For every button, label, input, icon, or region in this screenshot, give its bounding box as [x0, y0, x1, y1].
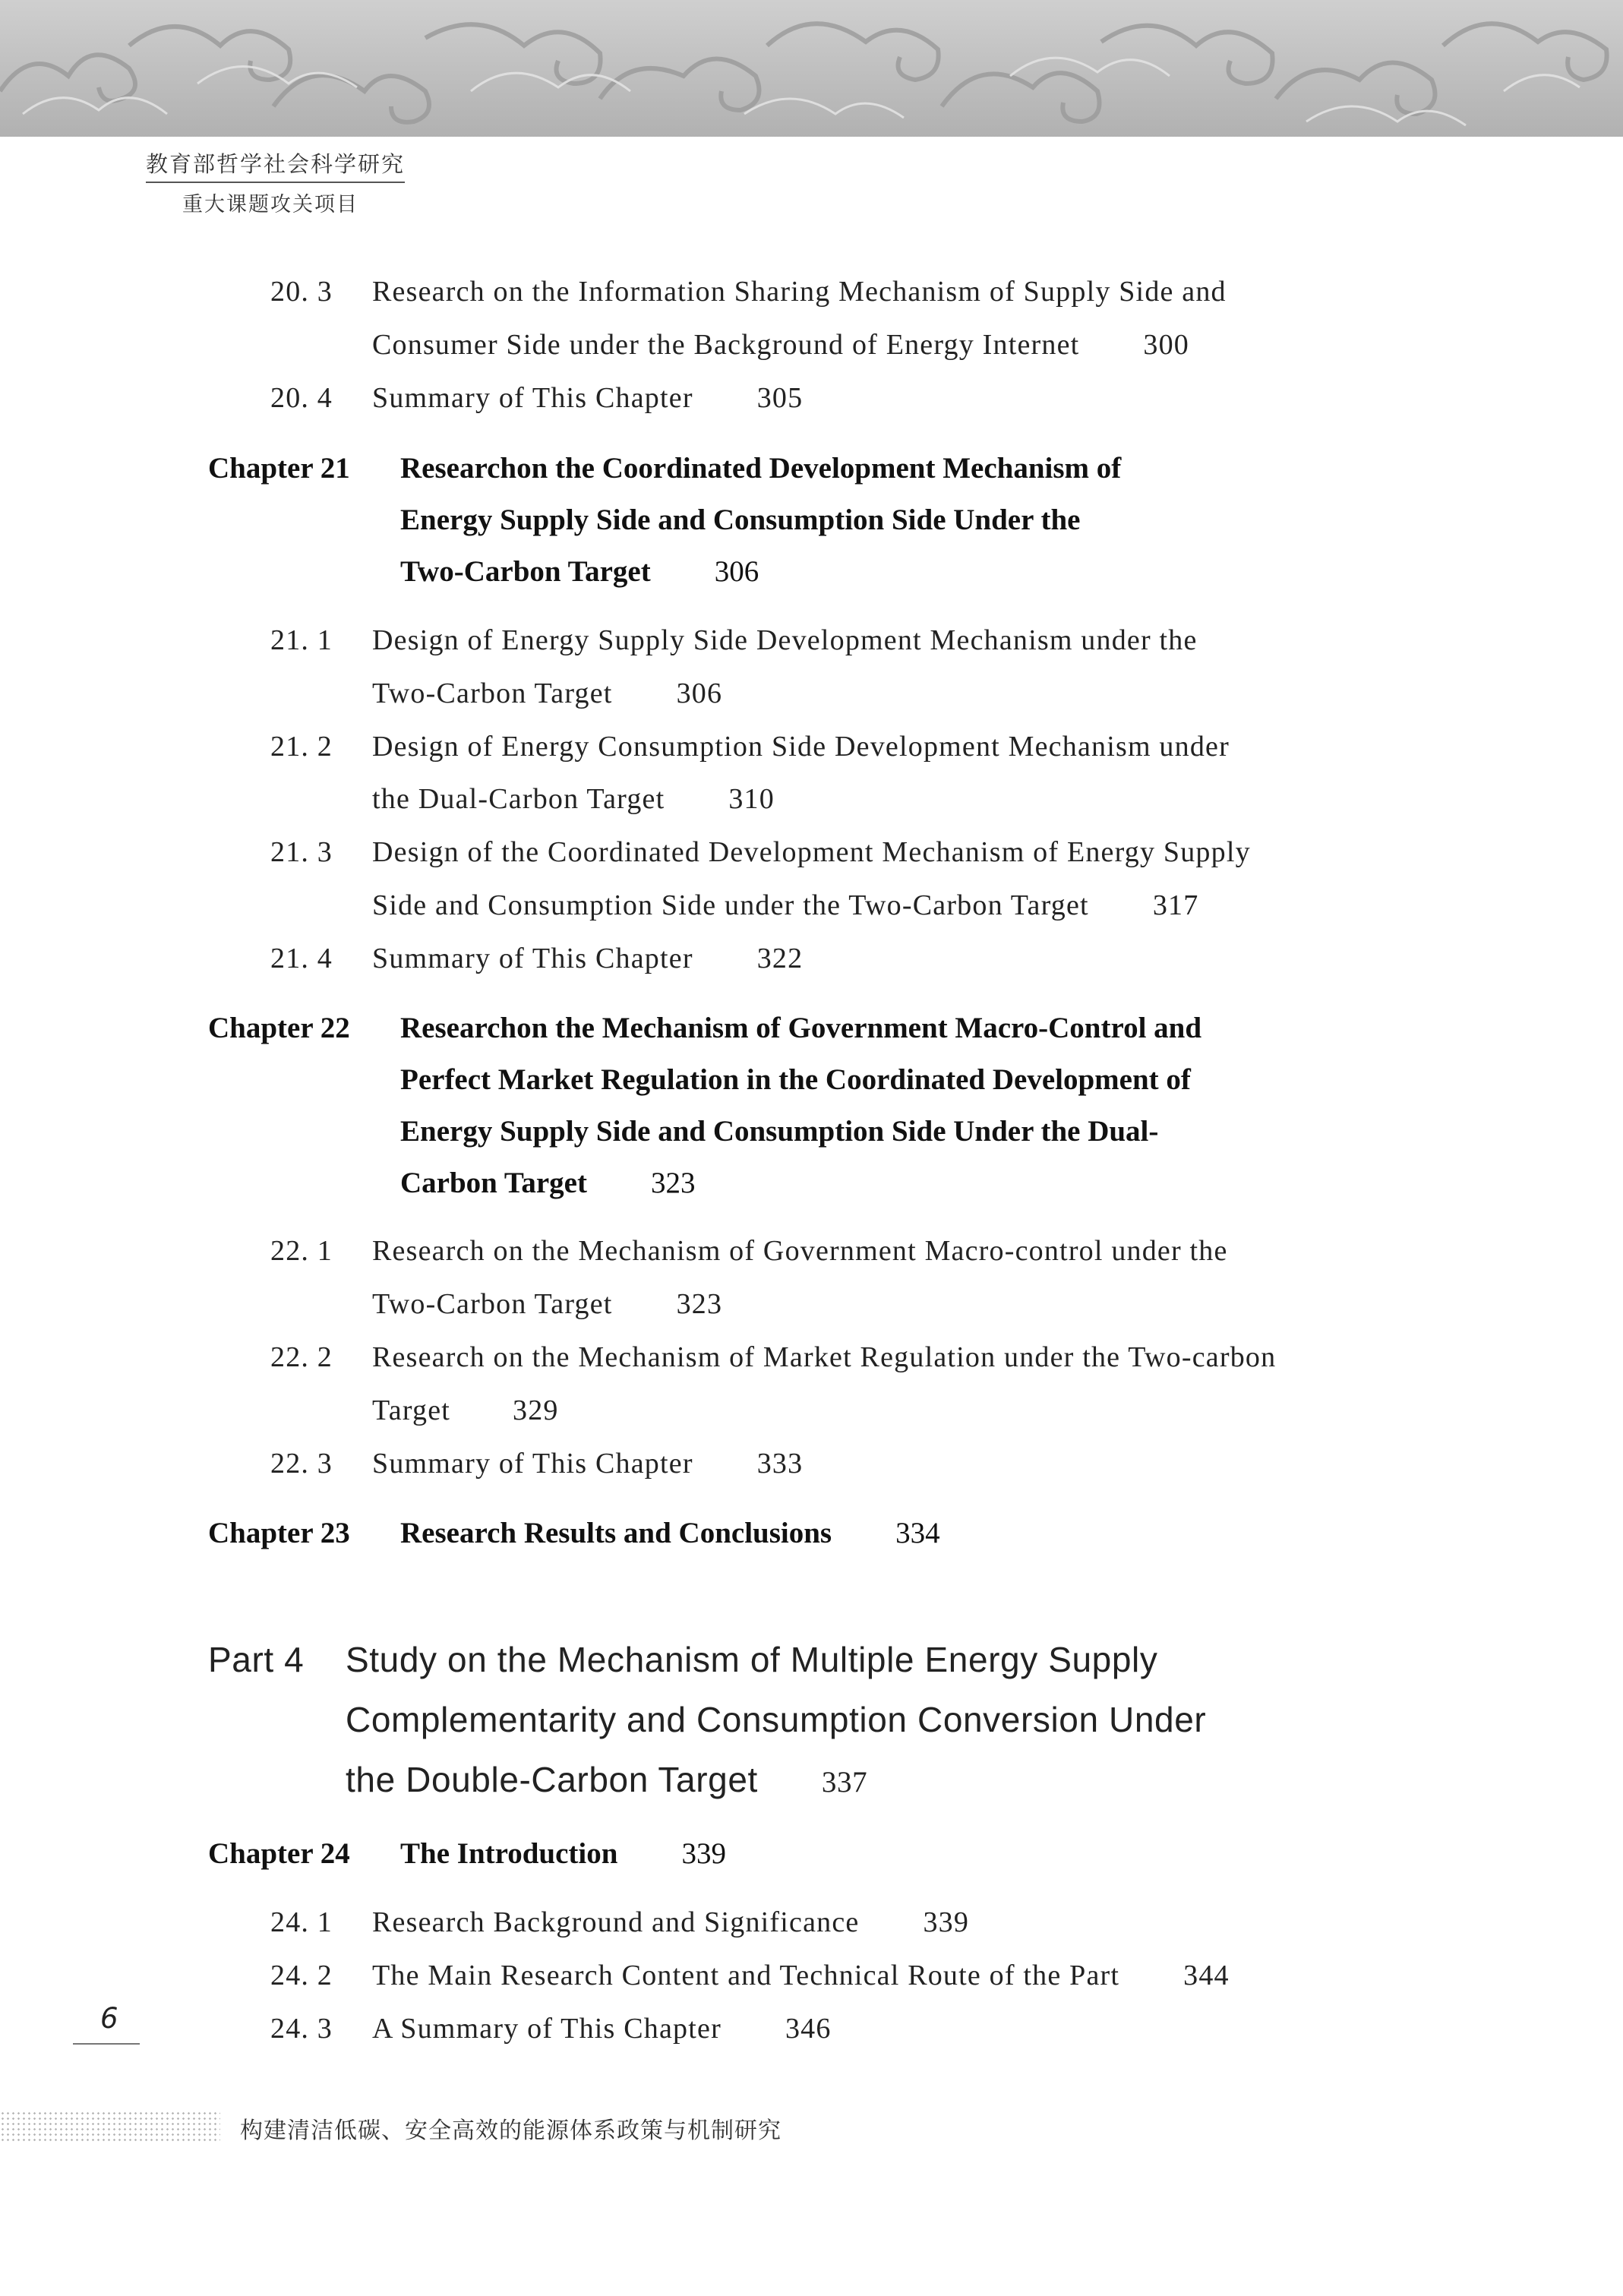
- section-title: Summary of This Chapter: [372, 1448, 693, 1480]
- chapter-title: Research Results and Conclusions: [400, 1517, 832, 1549]
- toc-entry-21-4[interactable]: [372, 942, 803, 975]
- page-number: 346: [785, 2013, 832, 2045]
- section-title: Research Background and Significance: [372, 1906, 860, 1938]
- page-number: 300: [1143, 329, 1190, 361]
- toc-entry-24-2-number: 24. 2: [270, 1960, 333, 1991]
- chapter-22-title-line1[interactable]: Researchon the Mechanism of Government Macro-Control and: [400, 1012, 1202, 1044]
- chapter-21-title-line1[interactable]: Researchon the Coordinated Development Mechanism of: [400, 452, 1122, 485]
- section-title: Two-Carbon Target: [372, 1288, 613, 1320]
- toc-entry-20-3-title-line1: Research on the Information Sharing Mechanism of Supply Side and: [372, 276, 1227, 308]
- chapter-21-title-line2[interactable]: Energy Supply Side and Consumption Side Under the: [400, 504, 1081, 536]
- page-number-footer: 6: [100, 2002, 118, 2035]
- page-number: 306: [714, 555, 759, 588]
- footer-book-title: 构建清洁低碳、安全高效的能源体系政策与机制研究: [240, 2118, 782, 2144]
- page-number: 323: [676, 1288, 723, 1320]
- series-header-line2: 重大课题攻关项目: [182, 193, 358, 216]
- page-number: 322: [756, 943, 804, 974]
- page-number-rule: [73, 2043, 140, 2045]
- page-number: 334: [895, 1517, 940, 1549]
- cloud-pattern-banner: [0, 0, 1623, 137]
- toc-entry-24-1[interactable]: [372, 1906, 969, 1939]
- section-title: The Main Research Content and Technical Route of the Part: [372, 1960, 1120, 1991]
- page-number: 310: [728, 783, 775, 815]
- series-header: [146, 147, 405, 217]
- toc-entry-21-3-title-line1[interactable]: Design of the Coordinated Development Mechanism of Energy Supply: [372, 836, 1251, 868]
- section-title: Target: [372, 1394, 451, 1426]
- toc-entry-21-1-title-line1[interactable]: Design of Energy Supply Side Development Mechanism under the: [372, 624, 1198, 656]
- chapter-24-title[interactable]: [400, 1836, 726, 1871]
- toc-entry-21-2-title-line1[interactable]: Design of Energy Consumption Side Development Mechanism under: [372, 731, 1230, 763]
- section-title: the Dual-Carbon Target: [372, 783, 665, 815]
- toc-entry-20-3[interactable]: [270, 275, 333, 308]
- part-4-title-line1[interactable]: Study on the Mechanism of Multiple Energy Supply: [346, 1640, 1158, 1679]
- toc-entry-21-1-title-line2[interactable]: [372, 677, 722, 710]
- toc-entry-20-3-title-line2: [372, 328, 1189, 362]
- toc-entry-22-3[interactable]: [372, 1447, 803, 1480]
- page-number: 323: [650, 1167, 696, 1199]
- toc-entry-21-1-number: 21. 1: [270, 624, 333, 656]
- toc-entry-22-1-number: 22. 1: [270, 1235, 333, 1267]
- toc-entry-22-2-number: 22. 2: [270, 1341, 333, 1373]
- toc-entry-21-2-number: 21. 2: [270, 731, 333, 763]
- section-number: 20. 3: [270, 276, 333, 308]
- toc-entry-22-2-title-line1[interactable]: Research on the Mechanism of Market Regulation under the Two-carbon: [372, 1341, 1277, 1373]
- section-title: Side and Consumption Side under the Two-Carbon Target: [372, 889, 1089, 921]
- part-4-label: Part 4: [208, 1640, 305, 1679]
- page-number: 339: [681, 1837, 726, 1870]
- toc-entry-24-3-number: 24. 3: [270, 2013, 333, 2045]
- toc-entry-21-2-title-line2[interactable]: [372, 782, 775, 816]
- page-number: 344: [1183, 1960, 1230, 1991]
- toc-entry-22-2-title-line2[interactable]: [372, 1394, 559, 1427]
- page-number: 317: [1152, 889, 1199, 921]
- toc-entry-22-1-title-line1[interactable]: Research on the Mechanism of Government Macro-control under the: [372, 1235, 1228, 1267]
- toc-entry-20-4[interactable]: [372, 381, 803, 415]
- page-number: 339: [923, 1906, 970, 1938]
- toc-entry-24-2[interactable]: [372, 1959, 1230, 1992]
- page-number: 329: [513, 1394, 559, 1426]
- section-title: A Summary of This Chapter: [372, 2013, 722, 2045]
- chapter-title: Carbon Target: [400, 1167, 587, 1199]
- page-number: 305: [756, 382, 804, 414]
- section-title: Summary of This Chapter: [372, 382, 693, 414]
- toc-entry-22-1-title-line2[interactable]: [372, 1287, 722, 1321]
- toc-entry-24-3[interactable]: [372, 2012, 832, 2045]
- section-title: Summary of This Chapter: [372, 943, 693, 974]
- chapter-21-label: Chapter 21: [208, 452, 350, 485]
- chapter-21-title-line3[interactable]: [400, 554, 759, 589]
- section-title: Two-Carbon Target: [372, 677, 613, 709]
- chapter-title: The Introduction: [400, 1837, 618, 1870]
- toc-entry-24-1-number: 24. 1: [270, 1906, 333, 1938]
- part-4-title-line2[interactable]: Complementarity and Consumption Conversion Under: [346, 1700, 1207, 1739]
- page-number: 337: [821, 1766, 868, 1799]
- chapter-22-title-line4[interactable]: [400, 1166, 695, 1200]
- cloud-pattern-icon: [0, 0, 1623, 137]
- toc-entry-22-3-number: 22. 3: [270, 1448, 333, 1480]
- section-title: Consumer Side under the Background of Energy Internet: [372, 329, 1080, 361]
- chapter-title: Two-Carbon Target: [400, 555, 651, 588]
- toc-entry-21-4-number: 21. 4: [270, 943, 333, 974]
- footer-dot-pattern: [0, 2111, 220, 2141]
- page-number: 333: [756, 1448, 804, 1480]
- toc-entry-21-3-number: 21. 3: [270, 836, 333, 868]
- chapter-23-label: Chapter 23: [208, 1517, 350, 1549]
- chapter-23-title[interactable]: [400, 1516, 940, 1550]
- chapter-22-label: Chapter 22: [208, 1012, 350, 1044]
- chapter-22-title-line2[interactable]: Perfect Market Regulation in the Coordinated Development of: [400, 1063, 1191, 1096]
- part-4-title-line3[interactable]: [346, 1759, 867, 1800]
- toc-entry-20-4-number: 20. 4: [270, 382, 333, 414]
- toc-entry-21-3-title-line2[interactable]: [372, 889, 1198, 922]
- series-header-line1: 教育部哲学社会科学研究: [146, 147, 405, 183]
- chapter-24-label: Chapter 24: [208, 1837, 350, 1870]
- part-title: the Double-Carbon Target: [346, 1760, 758, 1799]
- page-number: 306: [676, 677, 723, 709]
- chapter-22-title-line3[interactable]: Energy Supply Side and Consumption Side Under the Dual-: [400, 1115, 1159, 1148]
